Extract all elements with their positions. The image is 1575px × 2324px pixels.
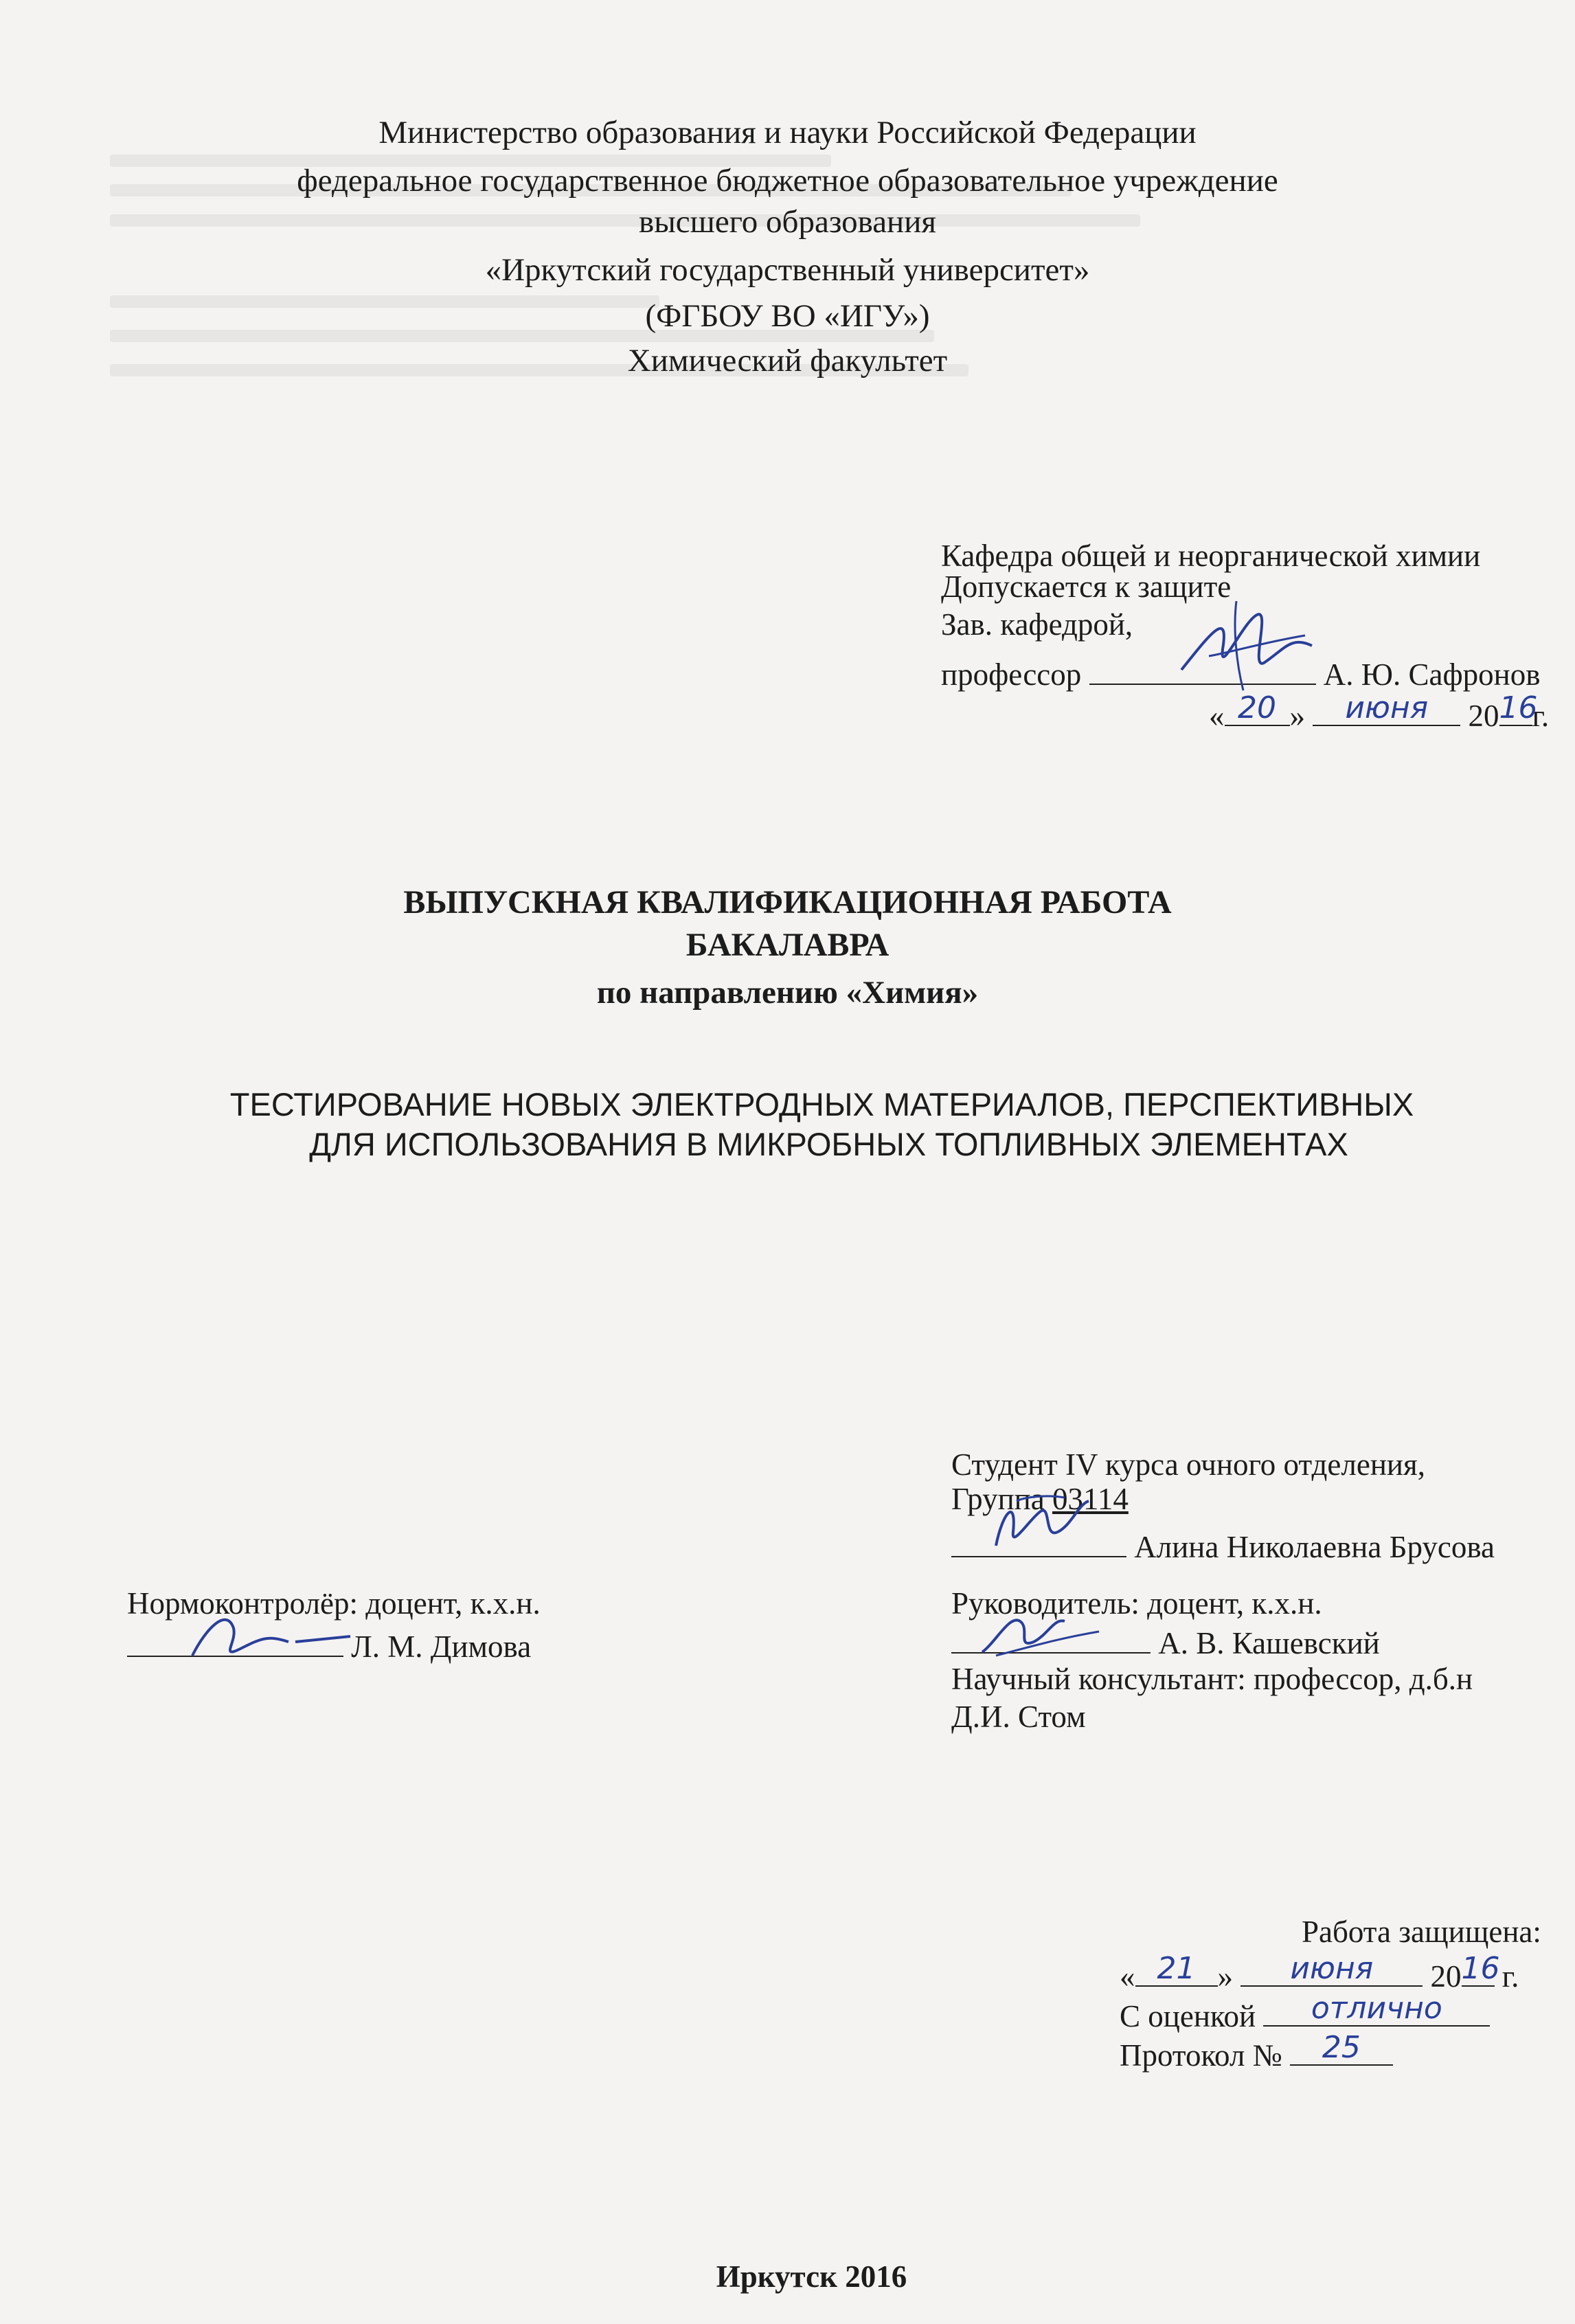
faculty-name: Химический факультет [627, 343, 948, 379]
defense-month: июня [1290, 1951, 1374, 1986]
topic-line-2: ДЛЯ ИСПОЛЬЗОВАНИЯ В МИКРОБНЫХ ТОПЛИВНЫХ ЭЛЕМЕНТАХ [309, 1126, 1348, 1162]
grade-value: отлично [1311, 1991, 1442, 2026]
work-title-line-2: БАКАЛАВРА [685, 927, 890, 963]
supervisor-signature-line [951, 1625, 1380, 1661]
protocol-number: 25 [1322, 2030, 1361, 2065]
student-group-line [951, 1482, 1129, 1517]
head-label: Зав. кафедрой, [941, 607, 1133, 642]
work-title-line-3: по направлению «Химия» [596, 975, 979, 1011]
city-year: Иркутск 2016 [716, 2259, 907, 2294]
supervisor-role: Руководитель: доцент, к.х.н. [951, 1586, 1322, 1621]
approval-day: 20 [1238, 690, 1276, 725]
student-course: Студент IV курса очного отделения, [951, 1447, 1425, 1482]
institution-line-2: высшего образования [639, 204, 936, 240]
signature-blank [1089, 656, 1316, 685]
admitted-label: Допускается к защите [941, 569, 1232, 604]
university-name: «Иркутский государственный университет» [485, 252, 1090, 288]
consultant-name: Д.И. Стом [951, 1700, 1086, 1734]
defense-label: Работа защищена: [1302, 1915, 1541, 1949]
defense-date-line: « 21 » июня 20 16 г. [1120, 1951, 1519, 1994]
grade-line [1120, 1991, 1490, 2034]
group-label: Группа [951, 1482, 1045, 1516]
normcontrol-role: Нормоконтролёр: доцент, к.х.н. [127, 1586, 541, 1621]
normcontrol-name: Л. М. Димова [351, 1629, 532, 1664]
group-number: 03114 [1052, 1482, 1129, 1516]
approval-date-line: « 20 » июня 20 16 г. [1209, 690, 1550, 733]
approval-signature-line [941, 656, 1541, 692]
grade-label: С оценкой [1120, 1999, 1256, 2033]
student-signature-line [951, 1528, 1495, 1565]
normcontrol-signature-line [127, 1628, 531, 1665]
university-abbreviation: (ФГБОУ ВО «ИГУ») [645, 298, 930, 334]
ministry-line: Министерство образования и науки Российской Федерации [378, 115, 1197, 150]
protocol-label: Протокол № [1120, 2038, 1282, 2073]
protocol-line [1120, 2030, 1393, 2073]
defense-year: 16 [1461, 1951, 1500, 1986]
student-name: Алина Николаевна Брусова [1134, 1530, 1495, 1564]
supervisor-name: А. В. Кашевский [1158, 1626, 1380, 1660]
consultant-role: Научный консультант: профессор, д.б.н [951, 1662, 1473, 1696]
work-title-line-1: ВЫПУСКНАЯ КВАЛИФИКАЦИОННАЯ РАБОТА [403, 884, 1172, 921]
topic-line-1: ТЕСТИРОВАНИЕ НОВЫХ ЭЛЕКТРОДНЫХ МАТЕРИАЛОВ, ПЕРСПЕКТИВНЫХ [229, 1086, 1414, 1122]
approval-year: 16 [1499, 690, 1538, 725]
institution-line-1: федеральное государственное бюджетное образовательное учреждение [297, 163, 1278, 199]
defense-day: 21 [1157, 1951, 1196, 1986]
head-name: А. Ю. Сафронов [1323, 657, 1541, 692]
signature-blank [951, 1528, 1126, 1557]
approval-month: июня [1345, 690, 1429, 725]
signature-blank [127, 1628, 343, 1657]
department-name: Кафедра общей и неорганической химии [941, 539, 1481, 573]
signature-blank [951, 1625, 1151, 1654]
position-label: профессор [941, 657, 1082, 692]
